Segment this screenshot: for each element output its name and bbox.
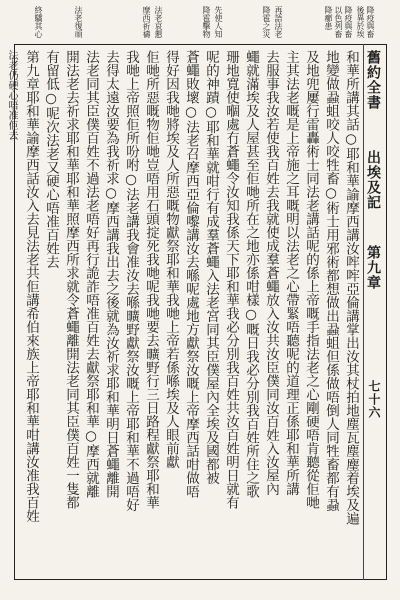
text-column: 地變做蝨蛆咬人咬牲畜○術士用邪術都想做出蝨蛆但係做唔倒人同牲畜都有蝨 [323, 50, 339, 512]
section-title: 出埃及記 [365, 150, 381, 210]
marginal-note: 降雹之災 [262, 6, 271, 38]
text-column: 主其法老嘅是上帝施之耳嘅明以法老之心帶緊唔聽呢的道理正係耶和華所講 [283, 50, 299, 496]
text-column: 呢的神蹟○耶和華就咁行有成羣蒼蠅入法老宮同其臣僕屋內全埃及國都被 [203, 50, 219, 485]
chapter-title: 第九章 [365, 245, 381, 290]
marginal-note: 終驕其心 [34, 6, 43, 38]
header-divider [363, 44, 364, 580]
text-column: 法老同其臣僕百姓不過法老唔好再行詭詐唔准百姓去獻祭耶和華○摩西就離 [83, 50, 99, 498]
marginal-note: 降雹擊物 [202, 6, 211, 38]
marginal-note: 降疫與畜 [344, 6, 353, 38]
text-column: 和華所講其話○耶和華諭摩西講汝哰哰亞倫講掌出汝其杖拍地塵瓦塵麈着埃及遍 [343, 50, 359, 525]
marginal-note: 法老復頑 [74, 6, 83, 38]
marginal-note: 降疫與畜 [366, 6, 375, 38]
marginal-notes [14, 6, 387, 44]
marginal-note: 降癤患 [324, 6, 333, 30]
text-column: 蠅就滿埃及人屋甚至佢哋所在之地亦係咁樣○嘅日我必分別我百姓所住之歌 [243, 50, 259, 498]
book-title: 舊約全書 [365, 50, 381, 110]
text-column: 蒼蠅敗壞○法老召摩西亞倫嚟講汝去喺呢處地方獻祭汝嘅上帝摩西話咁做唔 [183, 50, 199, 498]
page-number: 七十六 [367, 380, 381, 419]
text-column: 開法老去祈求耶和華耶和華照摩西所求就令蒼蠅離開法老同其臣僕百姓一隻都 [63, 50, 79, 509]
text-column: 及地兜屢行雷轟術士同法老講話呢的係上帝嘅手指法老之心剛硬唔肯聽從佢哋 [303, 50, 319, 509]
marginal-note: 以色列畜 [334, 6, 343, 38]
marginal-note: 法老哀懇 [154, 6, 163, 38]
text-column: 去服事我汝若使我百姓去我就使成羣蒼蠅放入汝共汝臣僕同汝百姓入汝屋內 [263, 50, 279, 496]
text-column: 法老仍硬心唔准佢去 [6, 50, 17, 140]
text-column: 我哋上帝照佢所吩咐○法老講我會准汝去喺曠野獻祭汝嘅上帝耶和華不過唔好 [123, 50, 139, 512]
text-column: 佢哋所惡嘅物佢哋豈唔用石頭掟死我哋呢我哋要去曠野行三日路程獻祭耶和華 [143, 50, 159, 509]
text-column: 得好因我哋將埃及人所惡嘅物獻祭耶和華我哋上帝若係喺埃及人眼前獻 [163, 50, 179, 469]
text-column: 珊地寬使嗰處冇蒼蠅令汝知我係天下耶和華我必分別我百姓共汝百姓明日就有 [223, 50, 239, 509]
marginal-note: 後異於埃 [356, 6, 365, 38]
text-column: 第九章耶和華諭摩西話汝入去見法老共佢講希伯來族上帝耶和華咁講汝准我百姓 [23, 50, 39, 523]
text-column: 去得太遠汝要為我祈求○摩西講我出去之後就為汝祈求耶和華明日蒼蠅離開 [103, 50, 119, 498]
marginal-note: 先使人知 [214, 6, 223, 38]
marginal-note: 摩西祈禱 [142, 6, 151, 38]
marginal-note: 再語法老 [274, 6, 283, 38]
text-column: 有留低○呢次法老又硬心唔准百姓去 [43, 50, 59, 269]
